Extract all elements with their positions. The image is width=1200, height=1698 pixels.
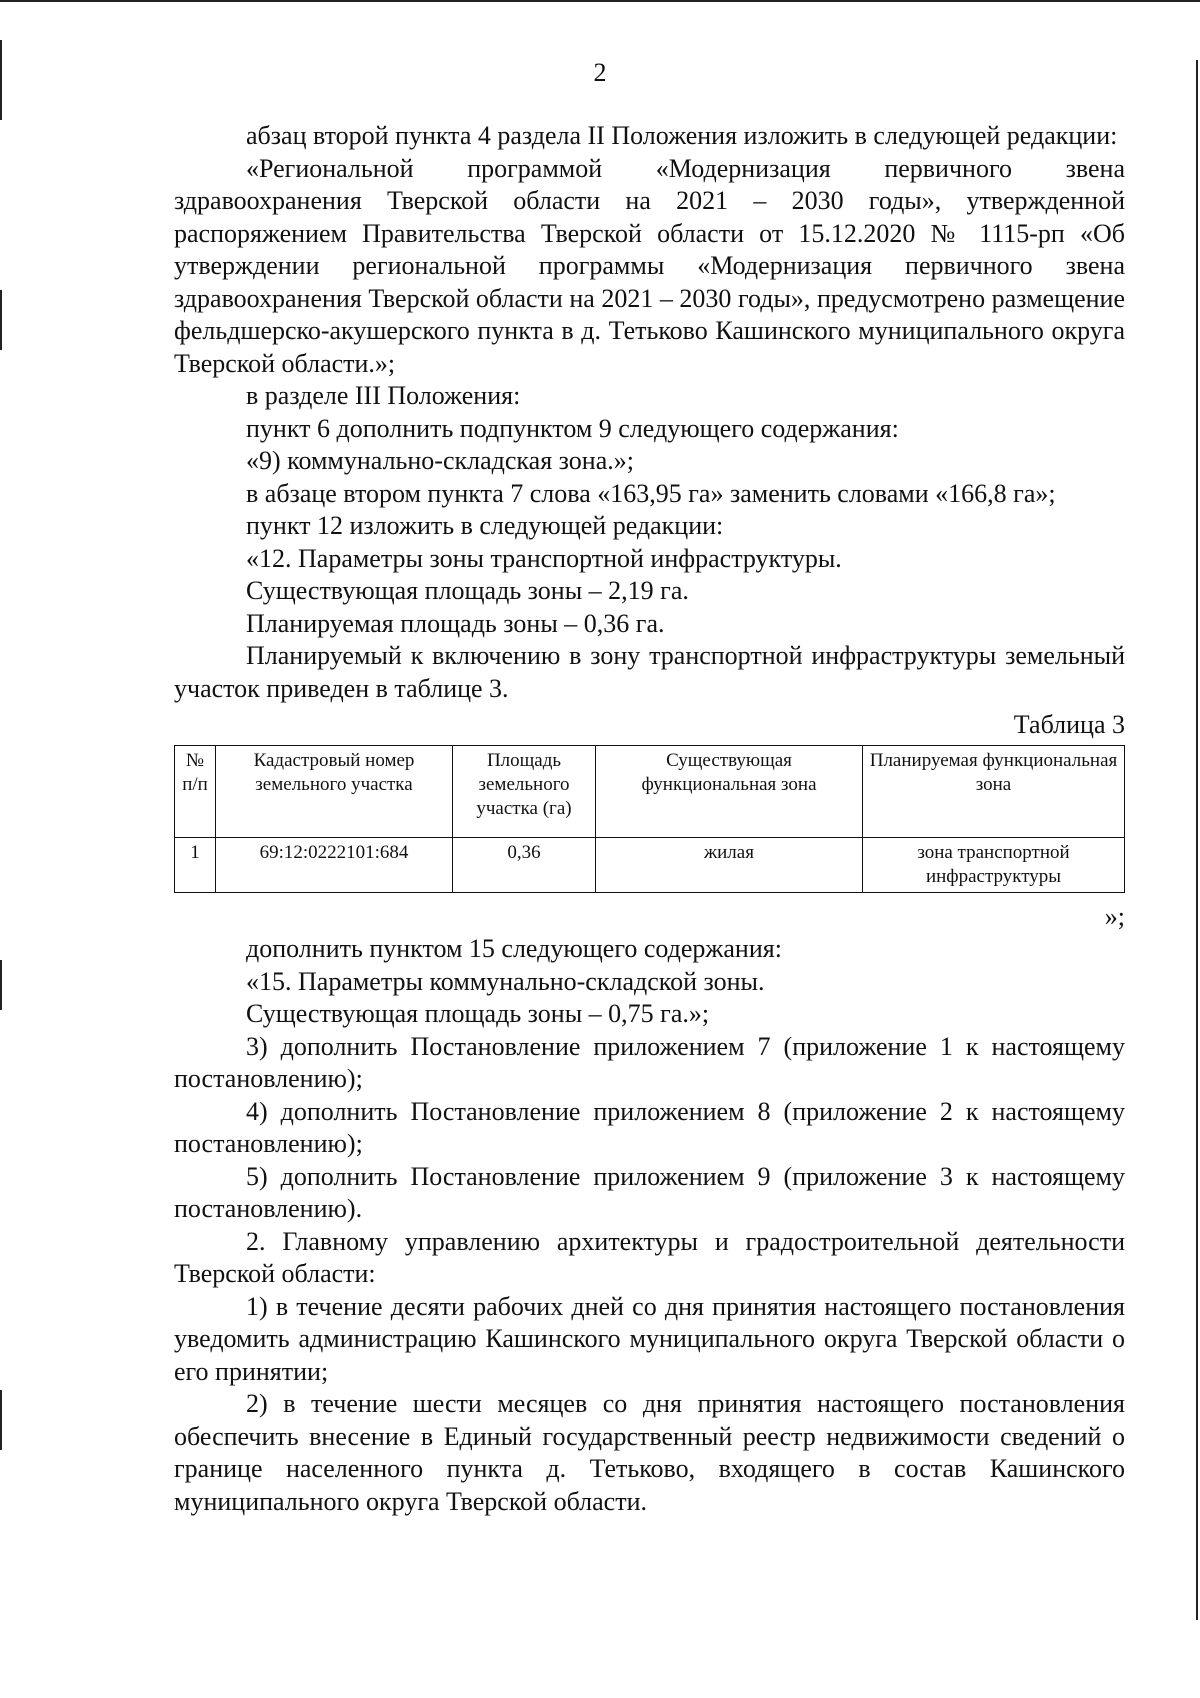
table-header-row [175, 745, 1125, 837]
scan-edge-left [0, 960, 2, 1010]
cell-existing-zone: жилая [596, 837, 863, 892]
page-number: 2 [593, 58, 607, 87]
scan-edge-right [1196, 60, 1198, 1620]
paragraph: «Региональной программой «Модернизация первичного звена здравоохранения Тверской области на 2021 – 2030 годы», утвержденной распоряжением Правительства Тверской области от 15.12.2020 № 1115-рп «Об утверждении региональной программы «Модернизация первичного звена здравоохранения Тверской области на 2021 – 2030 годы», предусмотрено размещение фельдшерско-акушерского пункта в д. Тетьково Кашинского муниципального округа Тверской области.»; [174, 153, 1125, 378]
paragraph: «12. Параметры зоны транспортной инфраструктуры. [246, 543, 842, 573]
paragraph: 5) дополнить Постановление приложением 9 (приложение 3 к настоящему постановлению). [174, 1161, 1125, 1223]
paragraph: 2) в течение шести месяцев со дня принятия настоящего постановления обеспечить внесение в Единый государственный реестр недвижимости сведений о границе населенного пункта д. Тетьково, входящего в состав Кашинского муниципального округа Тверской области. [174, 1389, 1125, 1516]
header-number: № п/п [175, 745, 216, 837]
paragraph: Существующая площадь зоны – 2,19 га. [246, 576, 689, 605]
document-body [174, 120, 1125, 1518]
paragraphs-top [174, 120, 1125, 705]
cell-area: 0,36 [453, 837, 596, 892]
table-closing-quote: »; [1104, 901, 1125, 931]
cell-planned-zone: зона транспортной инфраструктуры [863, 837, 1125, 892]
paragraph: пункт 6 дополнить подпунктом 9 следующего содержания: [246, 413, 899, 443]
scan-edge-top [0, 0, 1200, 2]
paragraph: 1) в течение десяти рабочих дней со дня принятия настоящего постановления уведомить администрацию Кашинского муниципального округа Тверской области о его принятии; [174, 1291, 1125, 1386]
header-cadastral-number: Кадастровый номер земельного участка [216, 745, 453, 837]
paragraph: Планируемый к включению в зону транспортной инфраструктуры земельный участок приведен в таблице 3. [174, 641, 1125, 703]
paragraph: Планируемая площадь зоны – 0,36 га. [246, 608, 665, 638]
table-row [175, 837, 1125, 892]
paragraphs-bottom [174, 933, 1125, 1518]
paragraph: в разделе III Положения: [246, 381, 521, 410]
paragraph: абзац второй пункта 4 раздела II Положения изложить в следующей редакции: [246, 121, 1118, 150]
paragraph: 2. Главному управлению архитектуры и градостроительной деятельности Тверской области: [174, 1226, 1125, 1288]
header-area: Площадь земельного участка (га) [453, 745, 596, 837]
paragraph: Существующая площадь зоны – 0,75 га.»; [246, 999, 710, 1028]
cell-number: 1 [175, 837, 216, 892]
cell-cadastral-number: 69:12:0222101:684 [216, 837, 453, 892]
scan-edge-left [0, 1390, 2, 1450]
header-existing-zone: Существующая функциональная зона [596, 745, 863, 837]
scan-edge-left [0, 290, 2, 350]
paragraph: «15. Параметры коммунально-складской зоны. [246, 966, 765, 996]
paragraph: 3) дополнить Постановление приложением 7 (приложение 1 к настоящему постановлению); [174, 1031, 1125, 1093]
header-planned-zone: Планируемая функциональная зона [863, 745, 1125, 837]
paragraph: «9) коммунально-складская зона.»; [246, 446, 634, 475]
parcel-table [174, 745, 1125, 893]
paragraph: в абзаце втором пункта 7 слова «163,95 га» заменить словами «166,8 га»; [246, 478, 1056, 508]
paragraph: дополнить пунктом 15 следующего содержания: [246, 934, 782, 963]
paragraph: 4) дополнить Постановление приложением 8 (приложение 2 к настоящему постановлению); [174, 1096, 1125, 1158]
table-caption: Таблица 3 [1013, 710, 1125, 739]
paragraph: пункт 12 изложить в следующей редакции: [246, 511, 724, 540]
